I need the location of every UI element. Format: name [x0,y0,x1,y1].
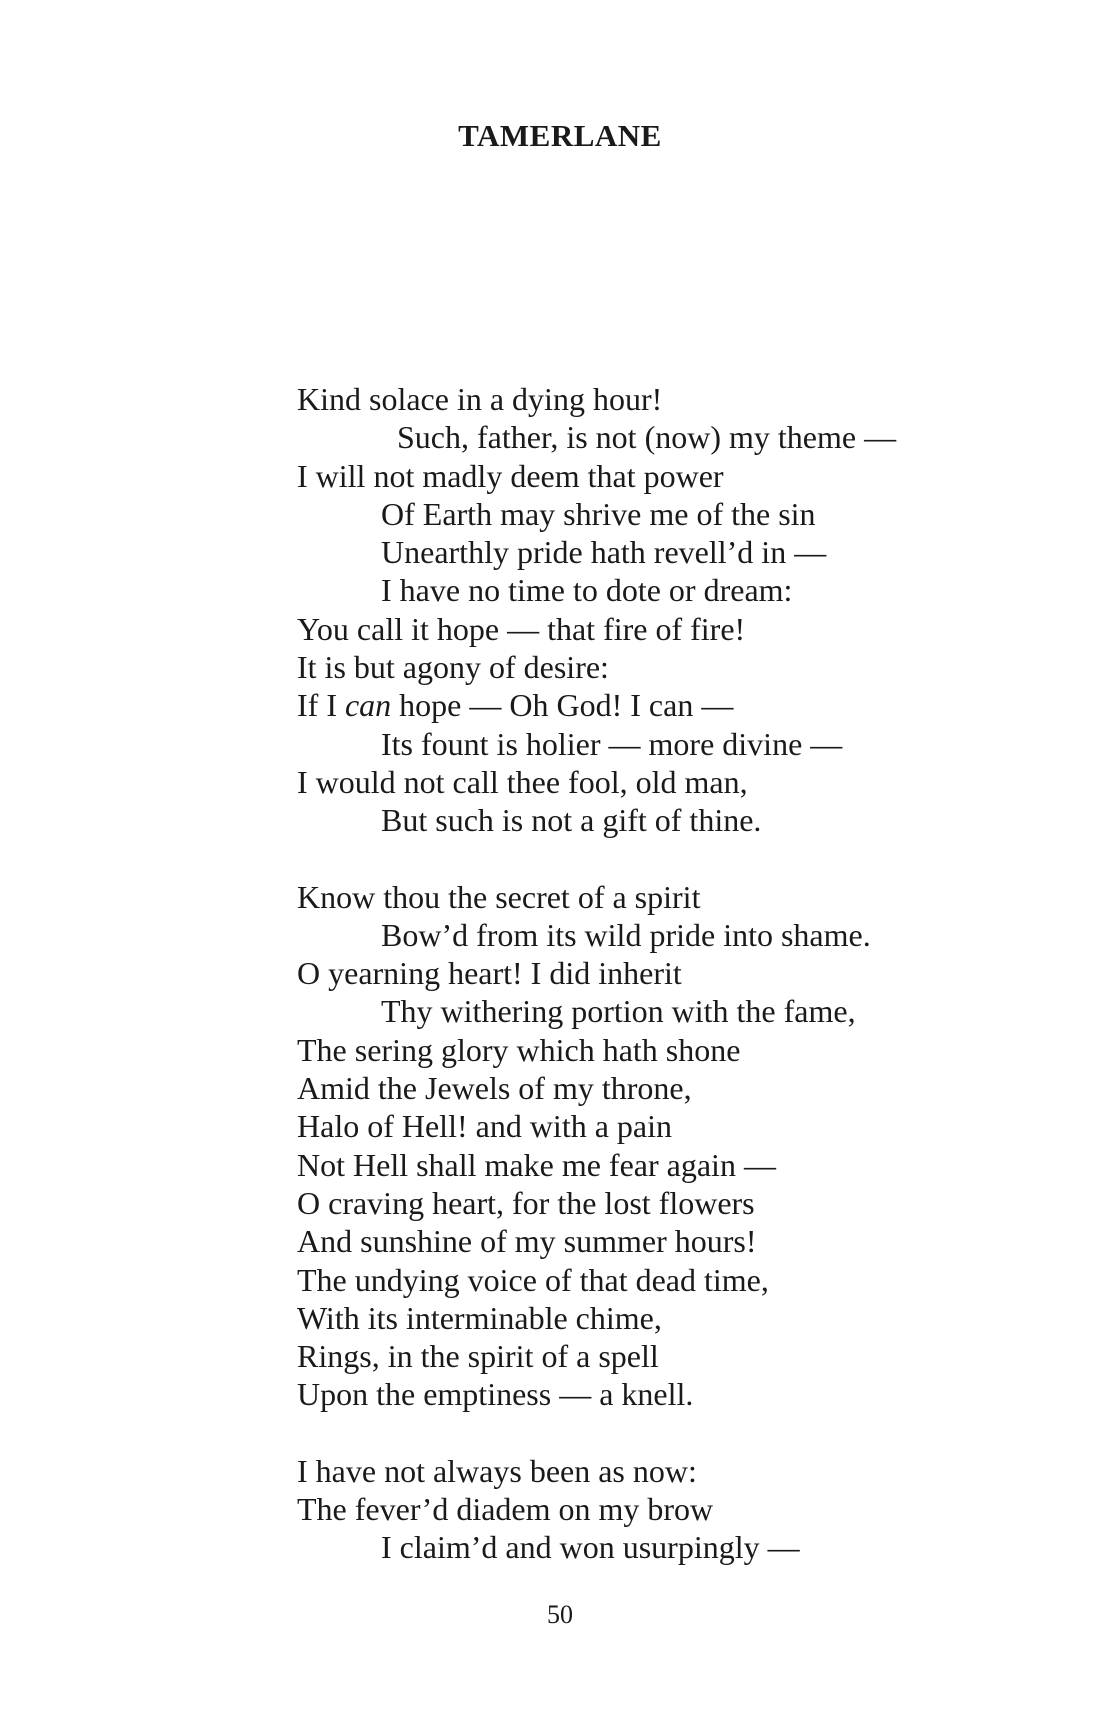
poem-line: Thy withering portion with the fame, [381,993,856,1030]
poem-line: I have no time to dote or dream: [381,572,793,609]
poem-line: The undying voice of that dead time, [297,1261,769,1298]
poem-line: Kind solace in a dying hour! [297,381,663,417]
poem-line: I claim’d and won usurpingly — [381,1529,800,1566]
poem-line: Of Earth may shrive me of the sin [381,495,816,532]
poem-line: And sunshine of my summer hours! [297,1223,757,1260]
poem-line: Upon the emptiness — a knell. [297,1376,694,1413]
poem-line: But such is not a gift of thine. [381,802,762,839]
poem-line: If I can hope — Oh God! I can — [297,687,734,724]
poem-line: I would not call thee fool, old man, [297,763,748,800]
poem-line: O craving heart, for the lost flowers [297,1184,755,1221]
poem-body [297,380,1057,1567]
stanza [297,878,1057,1414]
poem-line: Halo of Hell! and with a pain [297,1108,672,1145]
emphasized-word: can [344,687,392,724]
poem-line: Its fount is holier — more divine — [381,725,843,762]
stanza [297,1452,1057,1567]
poem-line: Not Hell shall make me fear again — [297,1146,776,1183]
poem-line: The fever’d diadem on my brow [297,1491,714,1528]
poem-line: It is but agony of desire: [297,649,609,686]
poem-line: Unearthly pride hath revell’d in — [381,534,827,571]
stanza [297,380,1057,840]
poem-line: O yearning heart! I did inherit [297,955,682,992]
poem-line: Amid the Jewels of my throne, [297,1070,692,1107]
poem-line: Bow’d from its wild pride into shame. [381,916,871,953]
poem-line: Know thou the secret of a spirit [297,878,701,915]
page-number: 50 [547,1600,573,1629]
poem-line: The sering glory which hath shone [297,1031,741,1068]
poem-line: With its interminable chime, [297,1299,662,1336]
poem-line: I have not always been as now: [297,1452,697,1489]
poem-line: I will not madly deem that power [297,457,724,494]
poem-line: You call it hope — that fire of fire! [297,610,746,647]
page-title: TAMERLANE [458,118,662,153]
poem-line: Such, father, is not (now) my theme — [397,419,897,456]
poem-line: Rings, in the spirit of a spell [297,1338,659,1375]
